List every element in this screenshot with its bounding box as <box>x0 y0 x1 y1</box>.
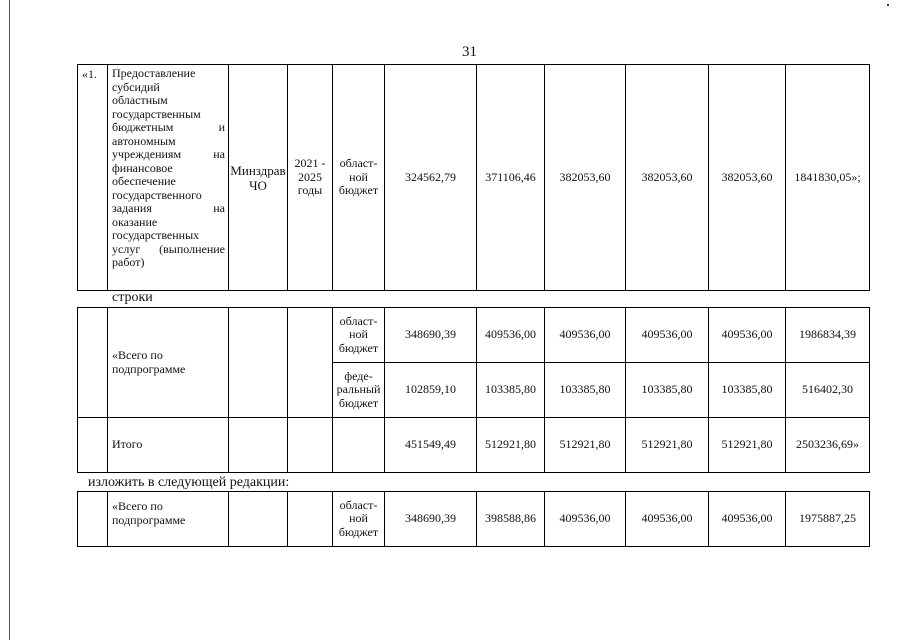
value-2025: 382053,60 <box>709 65 786 291</box>
scan-speck <box>887 4 889 6</box>
executor: Минздрав ЧО <box>229 65 288 291</box>
funding-source-regional: област- ной бюджет <box>333 308 385 363</box>
value-2025: 409536,00 <box>709 492 786 547</box>
value-2022: 371106,46 <box>477 65 545 291</box>
value-2024: 409536,00 <box>626 492 709 547</box>
subprogram-label: «Всего по подпрограмме <box>108 492 229 547</box>
value-total-2021: 324562,79 <box>385 65 477 291</box>
label-stroki: строки <box>112 290 153 305</box>
value-total: 1975887,25 <box>786 492 870 547</box>
page-left-edge-line <box>9 0 10 640</box>
subprogram-label: «Всего по подпрограмме <box>108 308 229 418</box>
value-2021: 451549,49 <box>385 418 477 473</box>
value-2022: 398588,86 <box>477 492 545 547</box>
funding-source-federal: феде- ральный бюджет <box>333 363 385 418</box>
measure-description: Предоставление субсидий областным государственным бюджетным и автономным учреждениям на финансовое обеспечение государственного задания на оказание государственных услуг (выполнение работ) <box>108 65 229 291</box>
value-2021: 348690,39 <box>385 308 477 363</box>
value-2023: 512921,80 <box>545 418 626 473</box>
table-row <box>78 492 870 547</box>
label-new-edition: изложить в следующей редакции: <box>88 475 290 490</box>
table-subprogram-new-edition <box>77 491 870 547</box>
total-label: Итого <box>108 418 229 473</box>
page-number: 31 <box>462 44 477 60</box>
value-total: 1986834,39 <box>786 308 870 363</box>
funding-source-regional: област- ной бюджет <box>333 492 385 547</box>
value-2021: 102859,10 <box>385 363 477 418</box>
value-2023: 103385,80 <box>545 363 626 418</box>
row-number: «1. <box>78 65 108 291</box>
value-2024: 103385,80 <box>626 363 709 418</box>
value-total: 516402,30 <box>786 363 870 418</box>
value-2023: 409536,00 <box>545 308 626 363</box>
value-total: 1841830,05»; <box>786 65 870 291</box>
value-2025: 409536,00 <box>709 308 786 363</box>
table-subprogram-totals <box>77 307 870 473</box>
value-2025: 103385,80 <box>709 363 786 418</box>
table-row <box>78 418 870 473</box>
value-total: 2503236,69» <box>786 418 870 473</box>
table-row <box>78 308 870 363</box>
value-2024: 409536,00 <box>626 308 709 363</box>
period: 2021 - 2025 годы <box>288 65 333 291</box>
value-2024: 382053,60 <box>626 65 709 291</box>
value-2022: 512921,80 <box>477 418 545 473</box>
value-2023: 409536,00 <box>545 492 626 547</box>
funding-source: област- ной бюджет <box>333 65 385 291</box>
table-program-row-1 <box>77 64 870 291</box>
value-2022: 409536,00 <box>477 308 545 363</box>
value-2025: 512921,80 <box>709 418 786 473</box>
value-2022: 103385,80 <box>477 363 545 418</box>
value-2024: 512921,80 <box>626 418 709 473</box>
table-row <box>78 65 870 291</box>
value-2023: 382053,60 <box>545 65 626 291</box>
value-2021: 348690,39 <box>385 492 477 547</box>
